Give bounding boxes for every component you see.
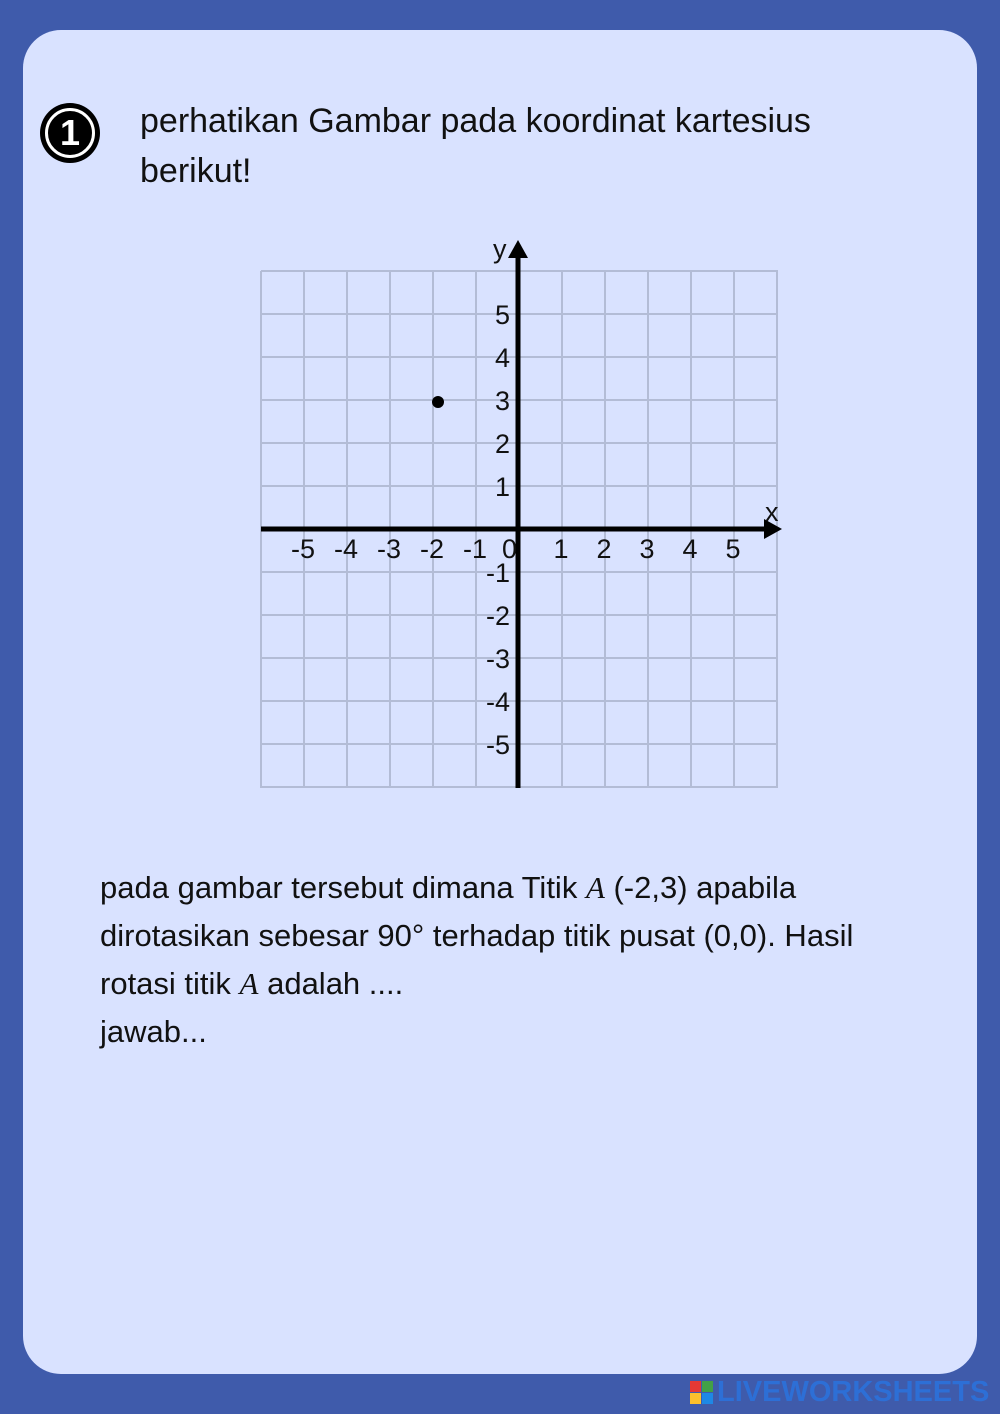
x-tick-label: -1 bbox=[462, 534, 488, 564]
x-tick-label: -3 bbox=[376, 534, 402, 564]
x-tick-label: 1 bbox=[553, 534, 569, 564]
answer-prompt: jawab... bbox=[100, 1014, 207, 1049]
y-tick-label: -1 bbox=[485, 558, 510, 588]
y-tick-label: 3 bbox=[494, 386, 510, 416]
x-tick-label: 0 bbox=[502, 534, 518, 564]
liveworksheets-logo bbox=[690, 1376, 989, 1409]
question-text-part1: pada gambar tersebut dimana Titik bbox=[100, 870, 586, 905]
question-text bbox=[100, 864, 860, 1056]
x-tick-label: -4 bbox=[333, 534, 359, 564]
logo-icon bbox=[690, 1381, 713, 1404]
x-tick-label: -2 bbox=[419, 534, 445, 564]
x-tick-label: -5 bbox=[290, 534, 316, 564]
question-number: 1 bbox=[45, 108, 95, 158]
point-a bbox=[432, 396, 444, 408]
y-tick-label: 4 bbox=[494, 343, 510, 373]
x-axis-label: x bbox=[765, 497, 779, 527]
instruction-text: perhatikan Gambar pada koordinat kartesius berikut! bbox=[140, 102, 811, 190]
x-tick-label: 4 bbox=[682, 534, 698, 564]
x-tick-label: 5 bbox=[725, 534, 741, 564]
x-tick-label: 2 bbox=[596, 534, 612, 564]
x-tick-label: 3 bbox=[639, 534, 655, 564]
y-tick-label: 1 bbox=[494, 472, 510, 502]
y-tick-label: -4 bbox=[485, 687, 510, 717]
question-text-part3: adalah .... bbox=[258, 966, 404, 1001]
question-text-part2: (-2,3) apabila dirotasikan sebesar 90° terhadap titik pusat (0,0). Hasil rotasi titik bbox=[100, 870, 854, 1001]
y-axis-label: y bbox=[493, 234, 507, 264]
y-tick-label: -3 bbox=[485, 644, 510, 674]
y-axis-arrow bbox=[508, 240, 528, 258]
y-tick-label: 2 bbox=[494, 429, 510, 459]
logo-square bbox=[690, 1381, 701, 1392]
logo-text: LIVEWORKSHEETS bbox=[717, 1376, 990, 1408]
point-variable: A bbox=[585, 870, 605, 905]
y-tick-label: 5 bbox=[494, 300, 510, 330]
logo-square bbox=[702, 1381, 713, 1392]
y-tick-label: -2 bbox=[485, 601, 510, 631]
logo-square bbox=[702, 1393, 713, 1404]
logo-square bbox=[690, 1393, 701, 1404]
point-variable-2: A bbox=[239, 966, 259, 1001]
y-tick-label: -5 bbox=[485, 730, 510, 760]
